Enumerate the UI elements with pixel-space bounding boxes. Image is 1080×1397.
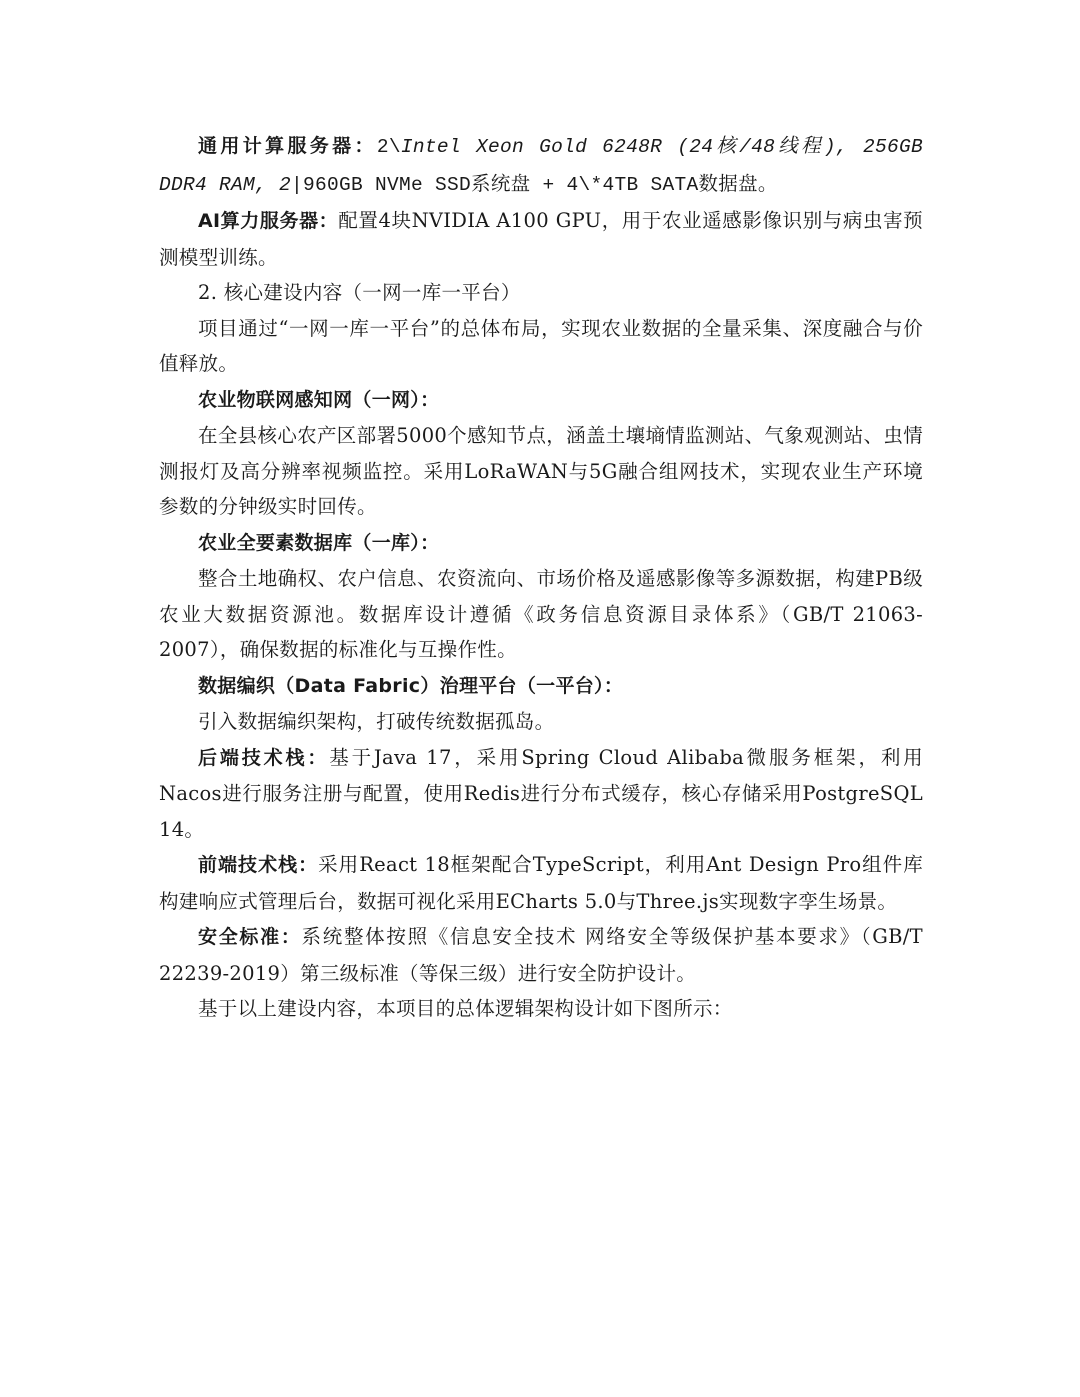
label-database: 农业全要素数据库（一库）：	[198, 531, 440, 554]
paragraph-ai-server	[159, 203, 923, 275]
text-backend-stack: 基于Java 17，采用Spring Cloud Alibaba微服务框架，利用Nacos进行服务注册与配置，使用Redis进行分布式缓存，核心存储采用PostgreSQL 14。	[159, 745, 923, 841]
text-section-heading: 2. 核心建设内容（一网一库一平台）	[198, 281, 521, 304]
label-general-server: 通用计算服务器：	[198, 135, 377, 157]
label-data-fabric: 数据编织（Data Fabric）治理平台（一平台）：	[198, 674, 624, 697]
text-iot-network: 在全县核心农产区部署5000个感知节点，涵盖土壤墒情监测站、气象观测站、虫情测报灯及高分辨率视频监控。采用LoRaWAN与5G融合组网技术，实现农业生产环境参数的分钟级实时回传。	[159, 424, 923, 518]
text-ai-server: 配置4块NVIDIA A100 GPU，用于农业遥感影像识别与病虫害预测模型训练。	[159, 209, 923, 269]
paragraph-database	[159, 561, 923, 668]
label-security-standard: 安全标准：	[198, 926, 302, 948]
label-ai-server: AI算力服务器：	[198, 210, 339, 232]
text-frontend-stack: 采用React 18框架配合TypeScript，利用Ant Design Pro组件库构建响应式管理后台，数据可视化采用ECharts 5.0与Three.js实现数字孪生场景。	[159, 853, 923, 913]
text-architecture-intro: 基于以上建设内容，本项目的总体逻辑架构设计如下图所示：	[198, 997, 733, 1020]
paragraph-security-standard	[159, 919, 923, 991]
text-data-fabric: 引入数据编织架构，打破传统数据孤岛。	[198, 710, 555, 733]
text-overview: 项目通过“一网一库一平台”的总体布局，实现农业数据的全量采集、深度融合与价值释放。	[159, 316, 923, 375]
subheading-iot-network	[159, 382, 923, 419]
document-page	[159, 128, 923, 1027]
label-iot-network: 农业物联网感知网（一网）：	[198, 388, 440, 411]
section-heading-core-content	[159, 275, 923, 311]
text-server-count: 2\	[376, 136, 401, 158]
paragraph-backend-stack	[159, 740, 923, 848]
subheading-data-fabric	[159, 668, 923, 705]
label-frontend-stack: 前端技术栈：	[198, 854, 319, 876]
paragraph-overview	[159, 311, 923, 382]
paragraph-frontend-stack	[159, 847, 923, 919]
paragraph-general-server	[159, 128, 923, 203]
paragraph-architecture-intro	[159, 991, 923, 1027]
text-security-standard: 系统整体按照《信息安全技术 网络安全等级保护基本要求》（GB/T 22239-2019）第三级标准（等保三级）进行安全防护设计。	[159, 925, 923, 985]
paragraph-iot-network	[159, 418, 923, 525]
text-database: 整合土地确权、农户信息、农资流向、市场价格及遥感影像等多源数据，构建PB级农业大数据资源池。数据库设计遵循《政务信息资源目录体系》（GB/T 21063-2007），确保数据的标准化与互操作性。	[159, 567, 923, 661]
text-cpu-spec: Intel Xeon Gold 6248R (24核/48线程), 256GB DDR4 RAM, 2	[159, 136, 924, 196]
label-backend-stack: 后端技术栈：	[198, 746, 330, 769]
subheading-database	[159, 525, 923, 562]
text-disk-spec: |960GB NVMe SSD系统盘 + 4\*4TB SATA数据盘。	[291, 173, 778, 196]
paragraph-data-fabric	[159, 704, 923, 740]
